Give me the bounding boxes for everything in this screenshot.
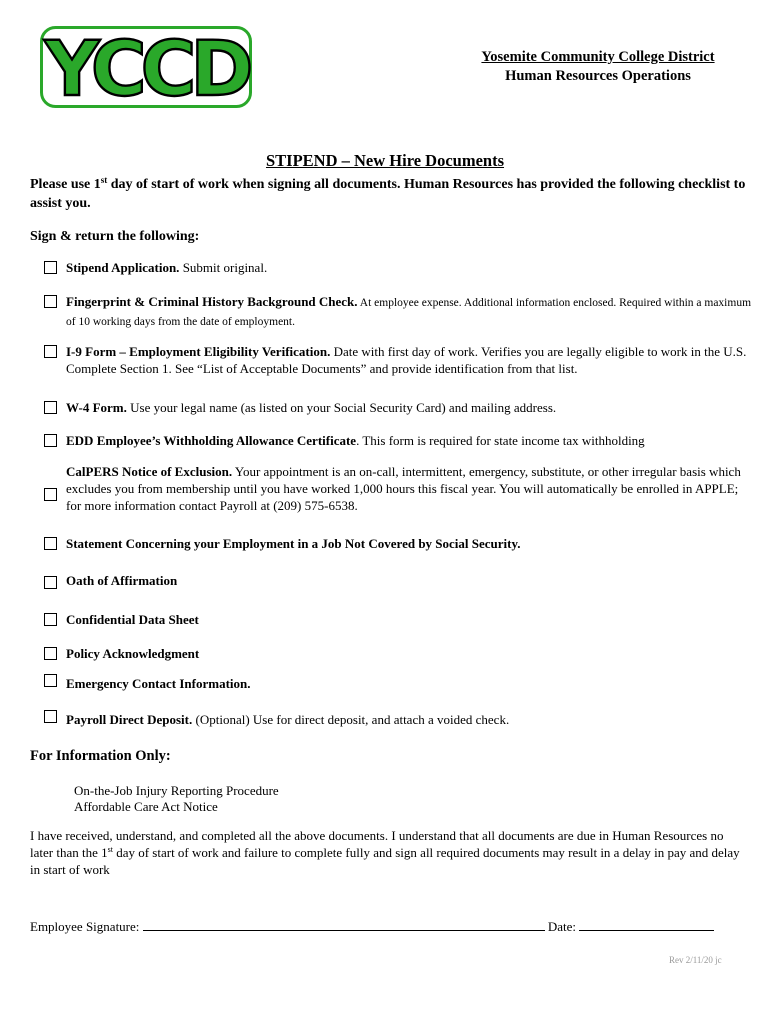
checkbox[interactable] [44, 401, 57, 414]
item-desc: (Optional) Use for direct deposit, and attach a voided check. [192, 712, 510, 727]
checkbox[interactable] [44, 576, 57, 589]
intro-after: day of start of work when signing all documents. Human Resources has provided the following checklist to assist you. [30, 177, 746, 211]
intro-sup: st [100, 175, 108, 185]
item-label: EDD Employee’s Withholding Allowance Certificate [66, 433, 357, 448]
checkbox[interactable] [44, 295, 57, 308]
item-label: W-4 Form. [66, 400, 127, 415]
document-header [420, 48, 770, 86]
info-only-heading: For Information Only: [30, 748, 171, 764]
item-label: Policy Acknowledgment [66, 646, 200, 661]
item-desc: Date with first day of work. Verifies you are legally eligible to work in the U.S. Complete Section 1. See “List of Acceptable Documents” and provide identification from that list. [66, 344, 747, 376]
revision-note: Rev 2/11/20 jc [669, 955, 722, 965]
checkbox[interactable] [44, 261, 57, 274]
checkbox[interactable] [44, 537, 57, 550]
item-label: Payroll Direct Deposit. [66, 712, 193, 727]
item-label: Statement Concerning your Employment in a Job Not Covered by Social Security. [66, 536, 521, 551]
checkbox[interactable] [44, 647, 57, 660]
info-only-list [74, 783, 279, 815]
signature-field[interactable] [143, 918, 545, 931]
intro-paragraph [30, 175, 750, 213]
item-desc: At employee expense. Additional information enclosed. Required within a maximum of 10 working days from the date of employment. [66, 297, 752, 328]
checkbox[interactable] [44, 345, 57, 358]
signature-label: Employee Signature: [30, 919, 140, 934]
item-desc: Your appointment is an on-call, intermittent, emergency, substitute, or other irregular basis which excludes you from membership until you have worked 1,000 hours this fiscal year. You will automatically be enrolled in APPLE; for more information contact Payroll at (209) 575-6538. [66, 464, 741, 513]
checkbox[interactable] [44, 488, 57, 501]
acknowledgment-paragraph [30, 827, 740, 878]
intro-before: Please use 1 [30, 177, 101, 192]
org-name: Yosemite Community College District [481, 49, 715, 65]
item-label: Oath of Affirmation [66, 573, 178, 588]
item-label: I-9 Form – Employment Eligibility Verification. [66, 344, 331, 359]
item-label: Stipend Application. [66, 260, 180, 275]
checkbox[interactable] [44, 710, 57, 723]
item-desc: . This form is required for state income tax withholding [356, 433, 645, 448]
sign-return-heading: Sign & return the following: [30, 229, 200, 244]
ack-before: I have received, understand, and completed all the above documents. I understand that all documents are due in Human Resources no later than the 1 [30, 828, 724, 860]
info-item: Affordable Care Act Notice [74, 799, 218, 814]
signature-line [30, 918, 750, 935]
date-field[interactable] [579, 918, 714, 931]
item-label: Emergency Contact Information. [66, 676, 251, 691]
checkbox[interactable] [44, 434, 57, 447]
checkbox[interactable] [44, 674, 57, 687]
info-item: On-the-Job Injury Reporting Procedure [74, 783, 279, 798]
logo-text: YCCD [44, 26, 248, 108]
checkbox[interactable] [44, 613, 57, 626]
document-title: STIPEND – New Hire Documents [265, 151, 505, 170]
ycccd-logo [40, 26, 252, 108]
item-label: Fingerprint & Criminal History Background Check. [66, 294, 358, 309]
date-label: Date: [547, 919, 577, 934]
item-label: CalPERS Notice of Exclusion. [66, 464, 233, 479]
item-desc: Use your legal name (as listed on your Social Security Card) and mailing address. [126, 400, 557, 415]
item-label: Confidential Data Sheet [66, 612, 199, 627]
ack-sup: st [107, 845, 113, 854]
item-desc: Submit original. [179, 260, 268, 275]
ack-after: day of start of work and failure to complete fully and sign all required documents may result in a delay in pay and delay in start of work [30, 845, 740, 877]
dept-name: Human Resources Operations [505, 68, 691, 84]
